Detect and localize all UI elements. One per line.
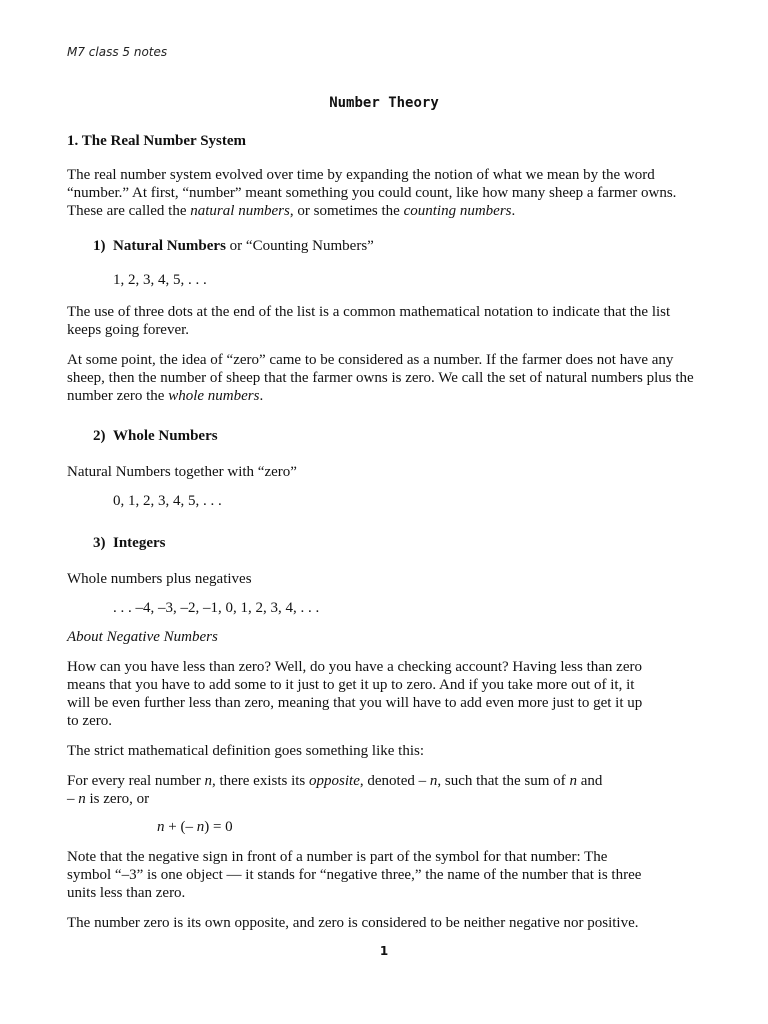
zero-line-3 [67, 387, 707, 405]
whole-numbers-desc: Natural Numbers together with “zero” [67, 464, 297, 480]
intro-paragraph [67, 166, 707, 220]
whole-numbers-list: 0, 1, 2, 3, 4, 5, . . . [113, 493, 222, 509]
var-n: n [157, 819, 165, 835]
dots-note-line-2: keeps going forever. [67, 322, 190, 338]
checking-line-4: to zero. [67, 713, 112, 729]
text-run: , such that the sum of [437, 773, 570, 789]
sign-line-1: Note that the negative sign in front of a number is part of the symbol for that number: The [67, 849, 608, 865]
section-heading: 1. The Real Number System [67, 133, 247, 149]
subsection-number: 3) [93, 535, 106, 551]
var-n: n [429, 773, 438, 789]
page-number: 1 [379, 944, 389, 958]
var-n: n [78, 791, 86, 807]
subsection-number: 2) [93, 428, 106, 444]
equation-part: + (– [164, 819, 197, 835]
natural-numbers-list: 1, 2, 3, 4, 5, . . . [113, 272, 207, 288]
text-run: , or sometimes the [289, 203, 404, 219]
text-run: These are called the [67, 203, 191, 219]
strict-definition-intro: The strict mathematical definition goes something like this: [67, 743, 425, 759]
term-whole-numbers: whole numbers [168, 388, 260, 404]
zero-paragraph [67, 351, 707, 405]
term-natural-numbers: natural numbers [190, 203, 290, 219]
negative-sign-paragraph [67, 848, 707, 902]
dots-note-line-1: The use of three dots at the end of the list is a common mathematical notation to indicate that the list [67, 304, 671, 320]
opposite-equation [157, 819, 233, 836]
subsection-natural-numbers [93, 238, 374, 255]
definition-line-2 [67, 790, 707, 808]
subsection-number: 1) [93, 238, 106, 254]
zero-opposite-paragraph: The number zero is its own opposite, and zero is considered to be neither negative nor positive. [67, 915, 639, 931]
text-run: – [67, 791, 79, 807]
text-run: For every real number [67, 773, 205, 789]
sign-line-2: symbol “–3” is one object — it stands for “negative three,” the name of the number that is three [67, 867, 642, 883]
checking-line-1: How can you have less than zero? Well, do you have a checking account? Having less than zero [67, 659, 642, 675]
text-run: , denoted – [359, 773, 430, 789]
zero-line-1: At some point, the idea of “zero” came to be considered as a number. If the farmer does not have any [67, 352, 674, 368]
subsection-label: Whole Numbers [113, 428, 218, 444]
about-negative-heading: About Negative Numbers [67, 629, 218, 645]
equation-part: ) = 0 [204, 819, 233, 835]
intro-line-1: The real number system evolved over time by expanding the notion of what we mean by the word [67, 167, 655, 183]
text-run: and [576, 773, 603, 789]
var-n: n [569, 773, 577, 789]
checking-line-3: will be even further less than zero, meaning that you will have to add even more just to get it up [67, 695, 643, 711]
text-run: is zero, or [85, 791, 150, 807]
text-run: , there exists its [211, 773, 310, 789]
var-n: n [196, 819, 205, 835]
subsection-suffix: or “Counting Numbers” [225, 238, 374, 254]
zero-line-2: sheep, then the number of sheep that the farmer owns is zero. We call the set of natural numbers plus the [67, 370, 694, 386]
definition-line-1 [67, 772, 707, 790]
definition-paragraph [67, 772, 707, 808]
sign-line-3: units less than zero. [67, 885, 186, 901]
integers-desc: Whole numbers plus negatives [67, 571, 252, 587]
header-note: M7 class 5 notes [67, 45, 168, 59]
text-run: number zero the [67, 388, 169, 404]
subsection-label: Natural Numbers [113, 238, 226, 254]
term-opposite: opposite [309, 773, 360, 789]
page-title: Number Theory [329, 95, 439, 111]
text-run: . [259, 388, 264, 404]
subsection-label: Integers [113, 535, 166, 551]
integers-list: . . . –4, –3, –2, –1, 0, 1, 2, 3, 4, . . . [113, 600, 320, 616]
text-run: . [511, 203, 516, 219]
checking-paragraph [67, 658, 707, 730]
subsection-integers [93, 535, 166, 552]
checking-line-2: means that you have to add some to it just to get it up to zero. And if you take more out of it, it [67, 677, 635, 693]
intro-line-2: “number.” At first, “number” meant something you could count, like how many sheep a farmer owns. [67, 185, 677, 201]
dots-note-paragraph [67, 303, 707, 339]
intro-line-3 [67, 202, 707, 220]
subsection-whole-numbers [93, 428, 218, 445]
var-n: n [204, 773, 212, 789]
term-counting-numbers: counting numbers [403, 203, 512, 219]
